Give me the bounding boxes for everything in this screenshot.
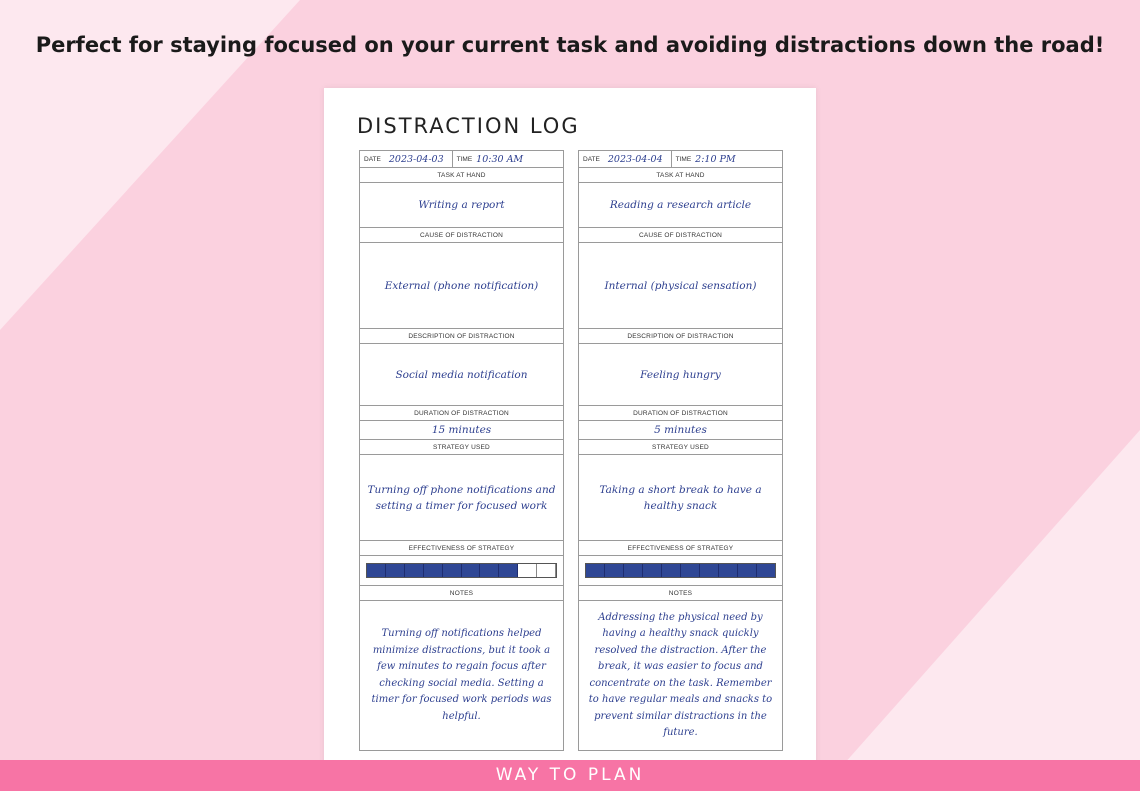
description-header: DESCRIPTION OF DISTRACTION xyxy=(578,329,783,344)
notes-value: Addressing the physical need by having a healthy snack quickly resolved the distraction. After the break, it was easier to focus and concentrate on the task. Remember to have regular meals and snacks to prevent similar distractions in the future. xyxy=(588,611,773,738)
effectiveness-segment[interactable] xyxy=(443,564,462,577)
duration-header: DURATION OF DISTRACTION xyxy=(578,406,783,421)
duration-value: 5 minutes xyxy=(654,424,707,436)
task-field[interactable] xyxy=(578,183,783,228)
description-field[interactable] xyxy=(578,344,783,406)
duration-value: 15 minutes xyxy=(431,424,492,436)
strategy-header: STRATEGY USED xyxy=(359,440,564,455)
duration-field[interactable] xyxy=(359,421,564,440)
duration-header: DURATION OF DISTRACTION xyxy=(359,406,564,421)
headline: Perfect for staying focused on your current task and avoiding distractions down the road! xyxy=(35,33,1105,57)
effectiveness-segment[interactable] xyxy=(537,564,556,577)
divider xyxy=(671,150,672,168)
notes-header: NOTES xyxy=(578,586,783,601)
time-value[interactable]: 10:30 AM xyxy=(476,153,524,165)
page-title: DISTRACTION LOG xyxy=(357,114,580,138)
description-field[interactable] xyxy=(359,344,564,406)
effectiveness-segment[interactable] xyxy=(462,564,481,577)
log-page xyxy=(324,88,816,778)
strategy-header: STRATEGY USED xyxy=(578,440,783,455)
duration-field[interactable] xyxy=(578,421,783,440)
effectiveness-segment[interactable] xyxy=(424,564,443,577)
cause-field[interactable] xyxy=(359,243,564,329)
date-value[interactable]: 2023-04-04 xyxy=(607,153,663,165)
strategy-value: Turning off phone notifications and setting a timer for focused work xyxy=(367,483,556,512)
date-time-row xyxy=(359,150,564,168)
description-header: DESCRIPTION OF DISTRACTION xyxy=(359,329,564,344)
effectiveness-segment[interactable] xyxy=(719,564,738,577)
effectiveness-field xyxy=(578,556,783,586)
effectiveness-bar[interactable] xyxy=(585,563,776,578)
cause-header: CAUSE OF DISTRACTION xyxy=(359,228,564,243)
cause-header: CAUSE OF DISTRACTION xyxy=(578,228,783,243)
time-label: TIME xyxy=(675,155,692,163)
brand-footer: WAY TO PLAN xyxy=(0,760,1140,791)
time-value[interactable]: 2:10 PM xyxy=(695,153,736,165)
effectiveness-header: EFFECTIVENESS OF STRATEGY xyxy=(578,541,783,556)
effectiveness-field xyxy=(359,556,564,586)
effectiveness-header: EFFECTIVENESS OF STRATEGY xyxy=(359,541,564,556)
effectiveness-segment[interactable] xyxy=(367,564,386,577)
task-header: TASK AT HAND xyxy=(359,168,564,183)
effectiveness-segment[interactable] xyxy=(499,564,518,577)
effectiveness-segment[interactable] xyxy=(681,564,700,577)
effectiveness-segment[interactable] xyxy=(624,564,643,577)
effectiveness-segment[interactable] xyxy=(643,564,662,577)
cause-value: Internal (physical sensation) xyxy=(604,279,757,292)
notes-field[interactable] xyxy=(578,601,783,751)
task-field[interactable] xyxy=(359,183,564,228)
cause-field[interactable] xyxy=(578,243,783,329)
task-value: Writing a report xyxy=(418,199,505,211)
strategy-field[interactable] xyxy=(359,455,564,541)
divider xyxy=(452,150,453,168)
date-time-row xyxy=(578,150,783,168)
description-value: Social media notification xyxy=(395,368,528,381)
strategy-field[interactable] xyxy=(578,455,783,541)
effectiveness-segment[interactable] xyxy=(662,564,681,577)
date-value[interactable]: 2023-04-03 xyxy=(388,153,444,165)
notes-value: Turning off notifications helped minimize distractions, but it took a few minutes to regain focus after checking social media. Setting a timer for focused work periods was helpful. xyxy=(371,628,552,722)
effectiveness-segment[interactable] xyxy=(700,564,719,577)
description-value: Feeling hungry xyxy=(640,368,721,381)
effectiveness-segment[interactable] xyxy=(605,564,624,577)
log-entry-2 xyxy=(578,150,783,751)
time-label: TIME xyxy=(456,155,473,163)
task-header: TASK AT HAND xyxy=(578,168,783,183)
date-label: DATE xyxy=(364,155,381,163)
effectiveness-segment[interactable] xyxy=(386,564,405,577)
effectiveness-segment[interactable] xyxy=(405,564,424,577)
effectiveness-segment[interactable] xyxy=(518,564,537,577)
effectiveness-segment[interactable] xyxy=(757,564,775,577)
effectiveness-bar[interactable] xyxy=(366,563,557,578)
effectiveness-segment[interactable] xyxy=(738,564,757,577)
notes-field[interactable] xyxy=(359,601,564,751)
log-entry-1 xyxy=(359,150,564,751)
effectiveness-segment[interactable] xyxy=(480,564,499,577)
task-value: Reading a research article xyxy=(609,199,752,211)
notes-header: NOTES xyxy=(359,586,564,601)
effectiveness-segment[interactable] xyxy=(586,564,605,577)
cause-value: External (phone notification) xyxy=(384,279,539,292)
date-label: DATE xyxy=(583,155,600,163)
strategy-value: Taking a short break to have a healthy snack xyxy=(599,483,762,512)
